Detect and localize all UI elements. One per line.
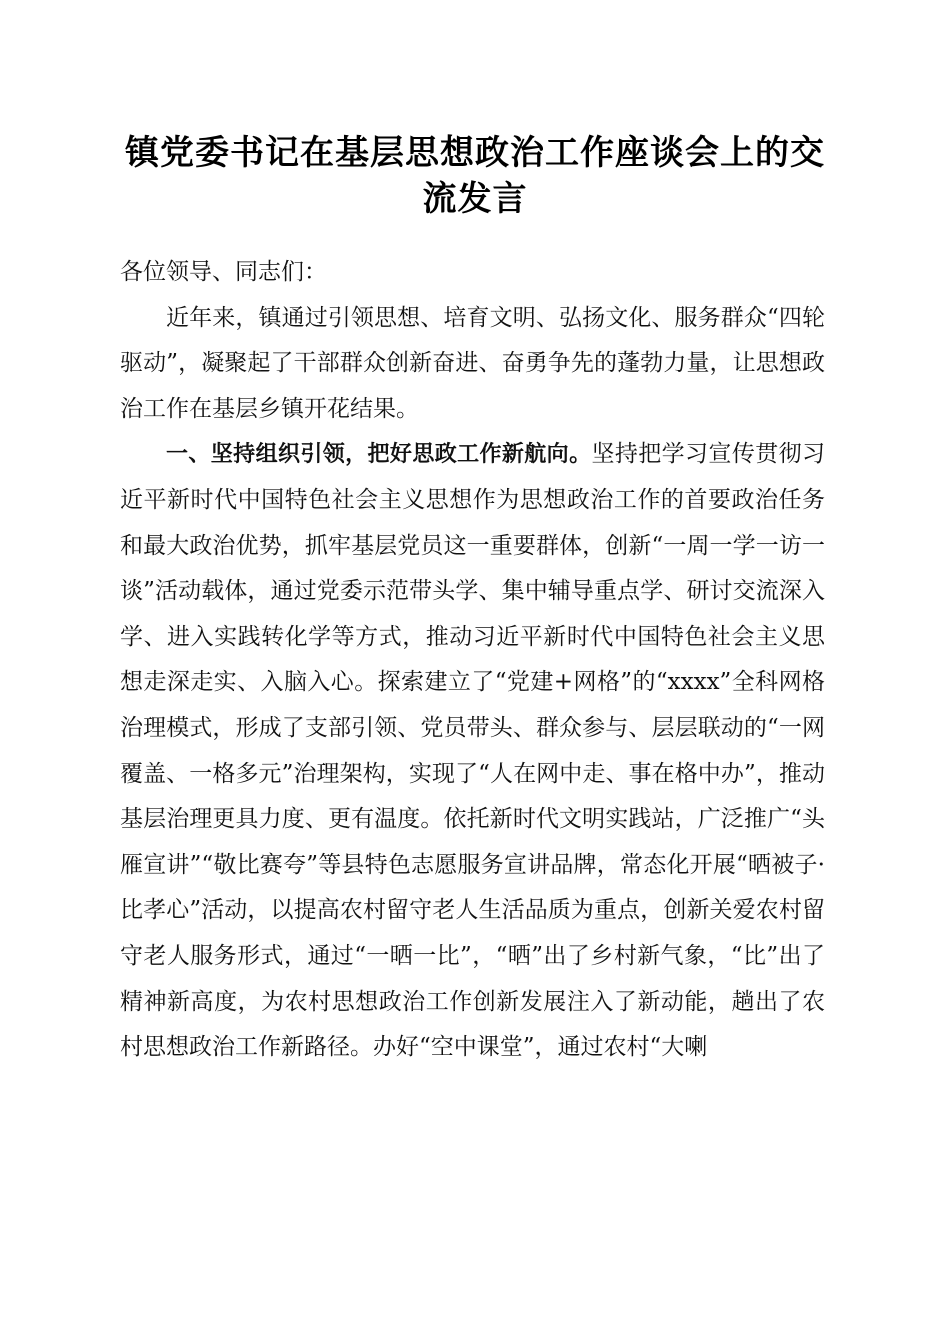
salutation: 各位领导、同志们： bbox=[120, 259, 327, 285]
intro-paragraph: 近年来，镇通过引领思想、培育文明、弘扬文化、服务群众“四轮驱动”，凝聚起了干部群众创新奋进、奋勇争先的蓬勃力量，让思想政治工作在基层乡镇开花结果。 bbox=[120, 304, 825, 422]
section-1-paragraph bbox=[120, 432, 825, 1070]
document-title bbox=[110, 130, 840, 222]
section-1-body: 坚持把学习宣传贯彻习近平新时代中国特色社会主义思想作为思想政治工作的首要政治任务和最大政治优势，抓牢基层党员这一重要群体，创新“一周一学一访一谈”活动载体，通过党委示范带头学、集中辅导重点学、研讨交流深入学、进入实践转化学等方式，推动习近平新时代中国特色社会主义思想走深走实、入脑入心。探索建立了“党建+网格”的“xxxx”全科网格治理模式，形成了支部引领、党员带头、群众参与、层层联动的“一网覆盖、一格多元”治理架构，实现了“人在网中走、事在格中办”，推动基层治理更具力度、更有温度。依托新时代文明实践站，广泛推广“头雁宣讲”“敬比赛夸”等县特色志愿服务宣讲品牌，常态化开展“晒被子·比孝心”活动，以提高农村留守老人生活品质为重点，创新关爱农村留守老人服务形式，通过“一晒一比”，“晒”出了乡村新气象，“比”出了精神新高度，为农村思想政治工作创新发展注入了新动能，趟出了农村思想政治工作新路径。办好“空中课堂”，通过农村“大喇 bbox=[120, 441, 825, 1061]
title-line-1: 镇党委书记在基层思想政治工作座谈会上的交 bbox=[125, 133, 825, 173]
title-line-2: 流发言 bbox=[422, 179, 528, 219]
document-body bbox=[120, 250, 825, 1071]
section-1-heading: 一、坚持组织引领，把好思政工作新航向。 bbox=[166, 442, 592, 468]
